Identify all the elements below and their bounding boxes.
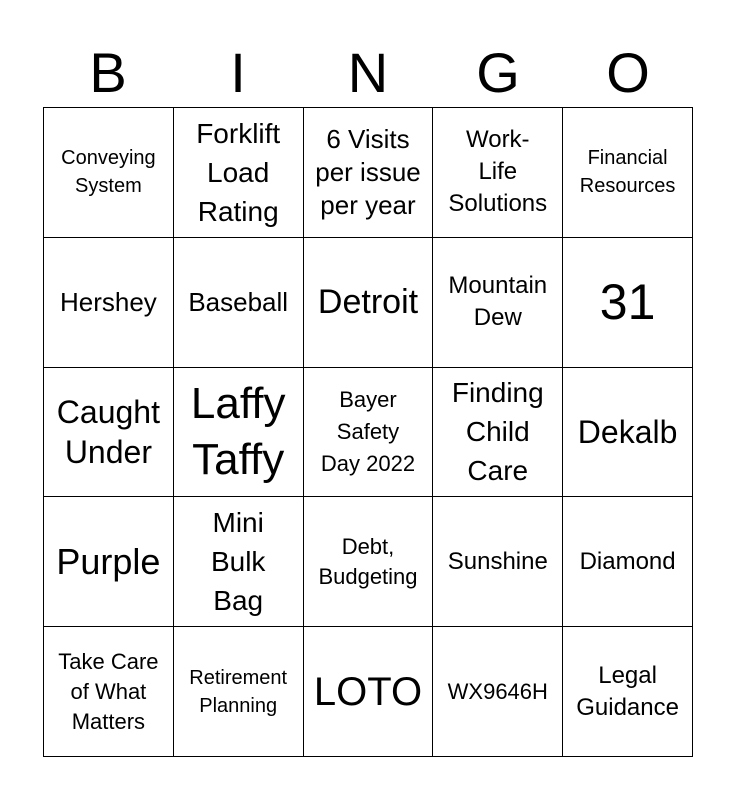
bingo-cell[interactable] [174, 108, 304, 238]
bingo-cell[interactable] [174, 238, 304, 368]
bingo-header [43, 40, 693, 106]
header-letter-n: N [347, 41, 389, 104]
bingo-cell[interactable] [563, 368, 693, 498]
cell-label: Financial Resources [579, 147, 676, 198]
bingo-cell[interactable] [304, 108, 434, 238]
cell-label: Debt, Budgeting [318, 533, 418, 589]
cell-label: Purple [56, 540, 161, 582]
bingo-cell[interactable] [174, 497, 304, 627]
cell-label: Take Care of What Matters [58, 648, 159, 734]
cell-label: Dekalb [577, 413, 678, 450]
bingo-cell[interactable] [433, 497, 563, 627]
bingo-cell[interactable] [563, 497, 693, 627]
cell-label: Baseball [188, 286, 289, 317]
bingo-cell[interactable] [44, 368, 174, 498]
bingo-cell[interactable] [304, 627, 434, 757]
cell-label: Mountain Dew [448, 272, 548, 332]
bingo-cell[interactable] [433, 108, 563, 238]
bingo-cell[interactable] [304, 238, 434, 368]
bingo-cell[interactable] [304, 497, 434, 627]
cell-label: Diamond [579, 547, 676, 575]
cell-label: Caught Under [56, 393, 160, 470]
bingo-cell[interactable] [174, 368, 304, 498]
cell-label: 31 [599, 274, 656, 331]
cell-label: Legal Guidance [576, 661, 679, 721]
cell-label: Work- Life Solutions [448, 126, 548, 218]
bingo-cell[interactable] [563, 627, 693, 757]
cell-label: Finding Child Care [451, 377, 544, 487]
header-letter-b: B [89, 41, 127, 104]
cell-label: Bayer Safety Day 2022 [320, 386, 416, 476]
bingo-board [43, 107, 693, 757]
bingo-cell[interactable] [304, 368, 434, 498]
header-letter-o: O [606, 41, 650, 104]
bingo-cell[interactable] [433, 627, 563, 757]
bingo-cell[interactable] [433, 238, 563, 368]
cell-label: 6 Visits per issue per year [315, 123, 421, 220]
cell-label: WX9646H [447, 678, 548, 704]
cell-label: Detroit [317, 283, 419, 322]
bingo-cell[interactable] [174, 627, 304, 757]
cell-label: Retirement Planning [189, 666, 288, 717]
cell-label: Mini Bulk Bag [210, 507, 266, 617]
cell-label: Forklift Load Rating [196, 117, 281, 227]
header-letter-g: G [476, 41, 520, 104]
cell-label: Conveying System [61, 147, 156, 198]
cell-label: Sunshine [447, 547, 548, 575]
bingo-cell[interactable] [44, 627, 174, 757]
cell-label: Hershey [59, 286, 157, 317]
cell-label: Laffy Taffy [190, 378, 286, 484]
bingo-cell[interactable] [44, 238, 174, 368]
bingo-cell[interactable] [563, 108, 693, 238]
bingo-cell[interactable] [44, 108, 174, 238]
header-letter-i: I [230, 41, 246, 104]
bingo-cell[interactable] [44, 497, 174, 627]
cell-label: LOTO [313, 669, 423, 714]
bingo-cell[interactable] [563, 238, 693, 368]
bingo-cell[interactable] [433, 368, 563, 498]
